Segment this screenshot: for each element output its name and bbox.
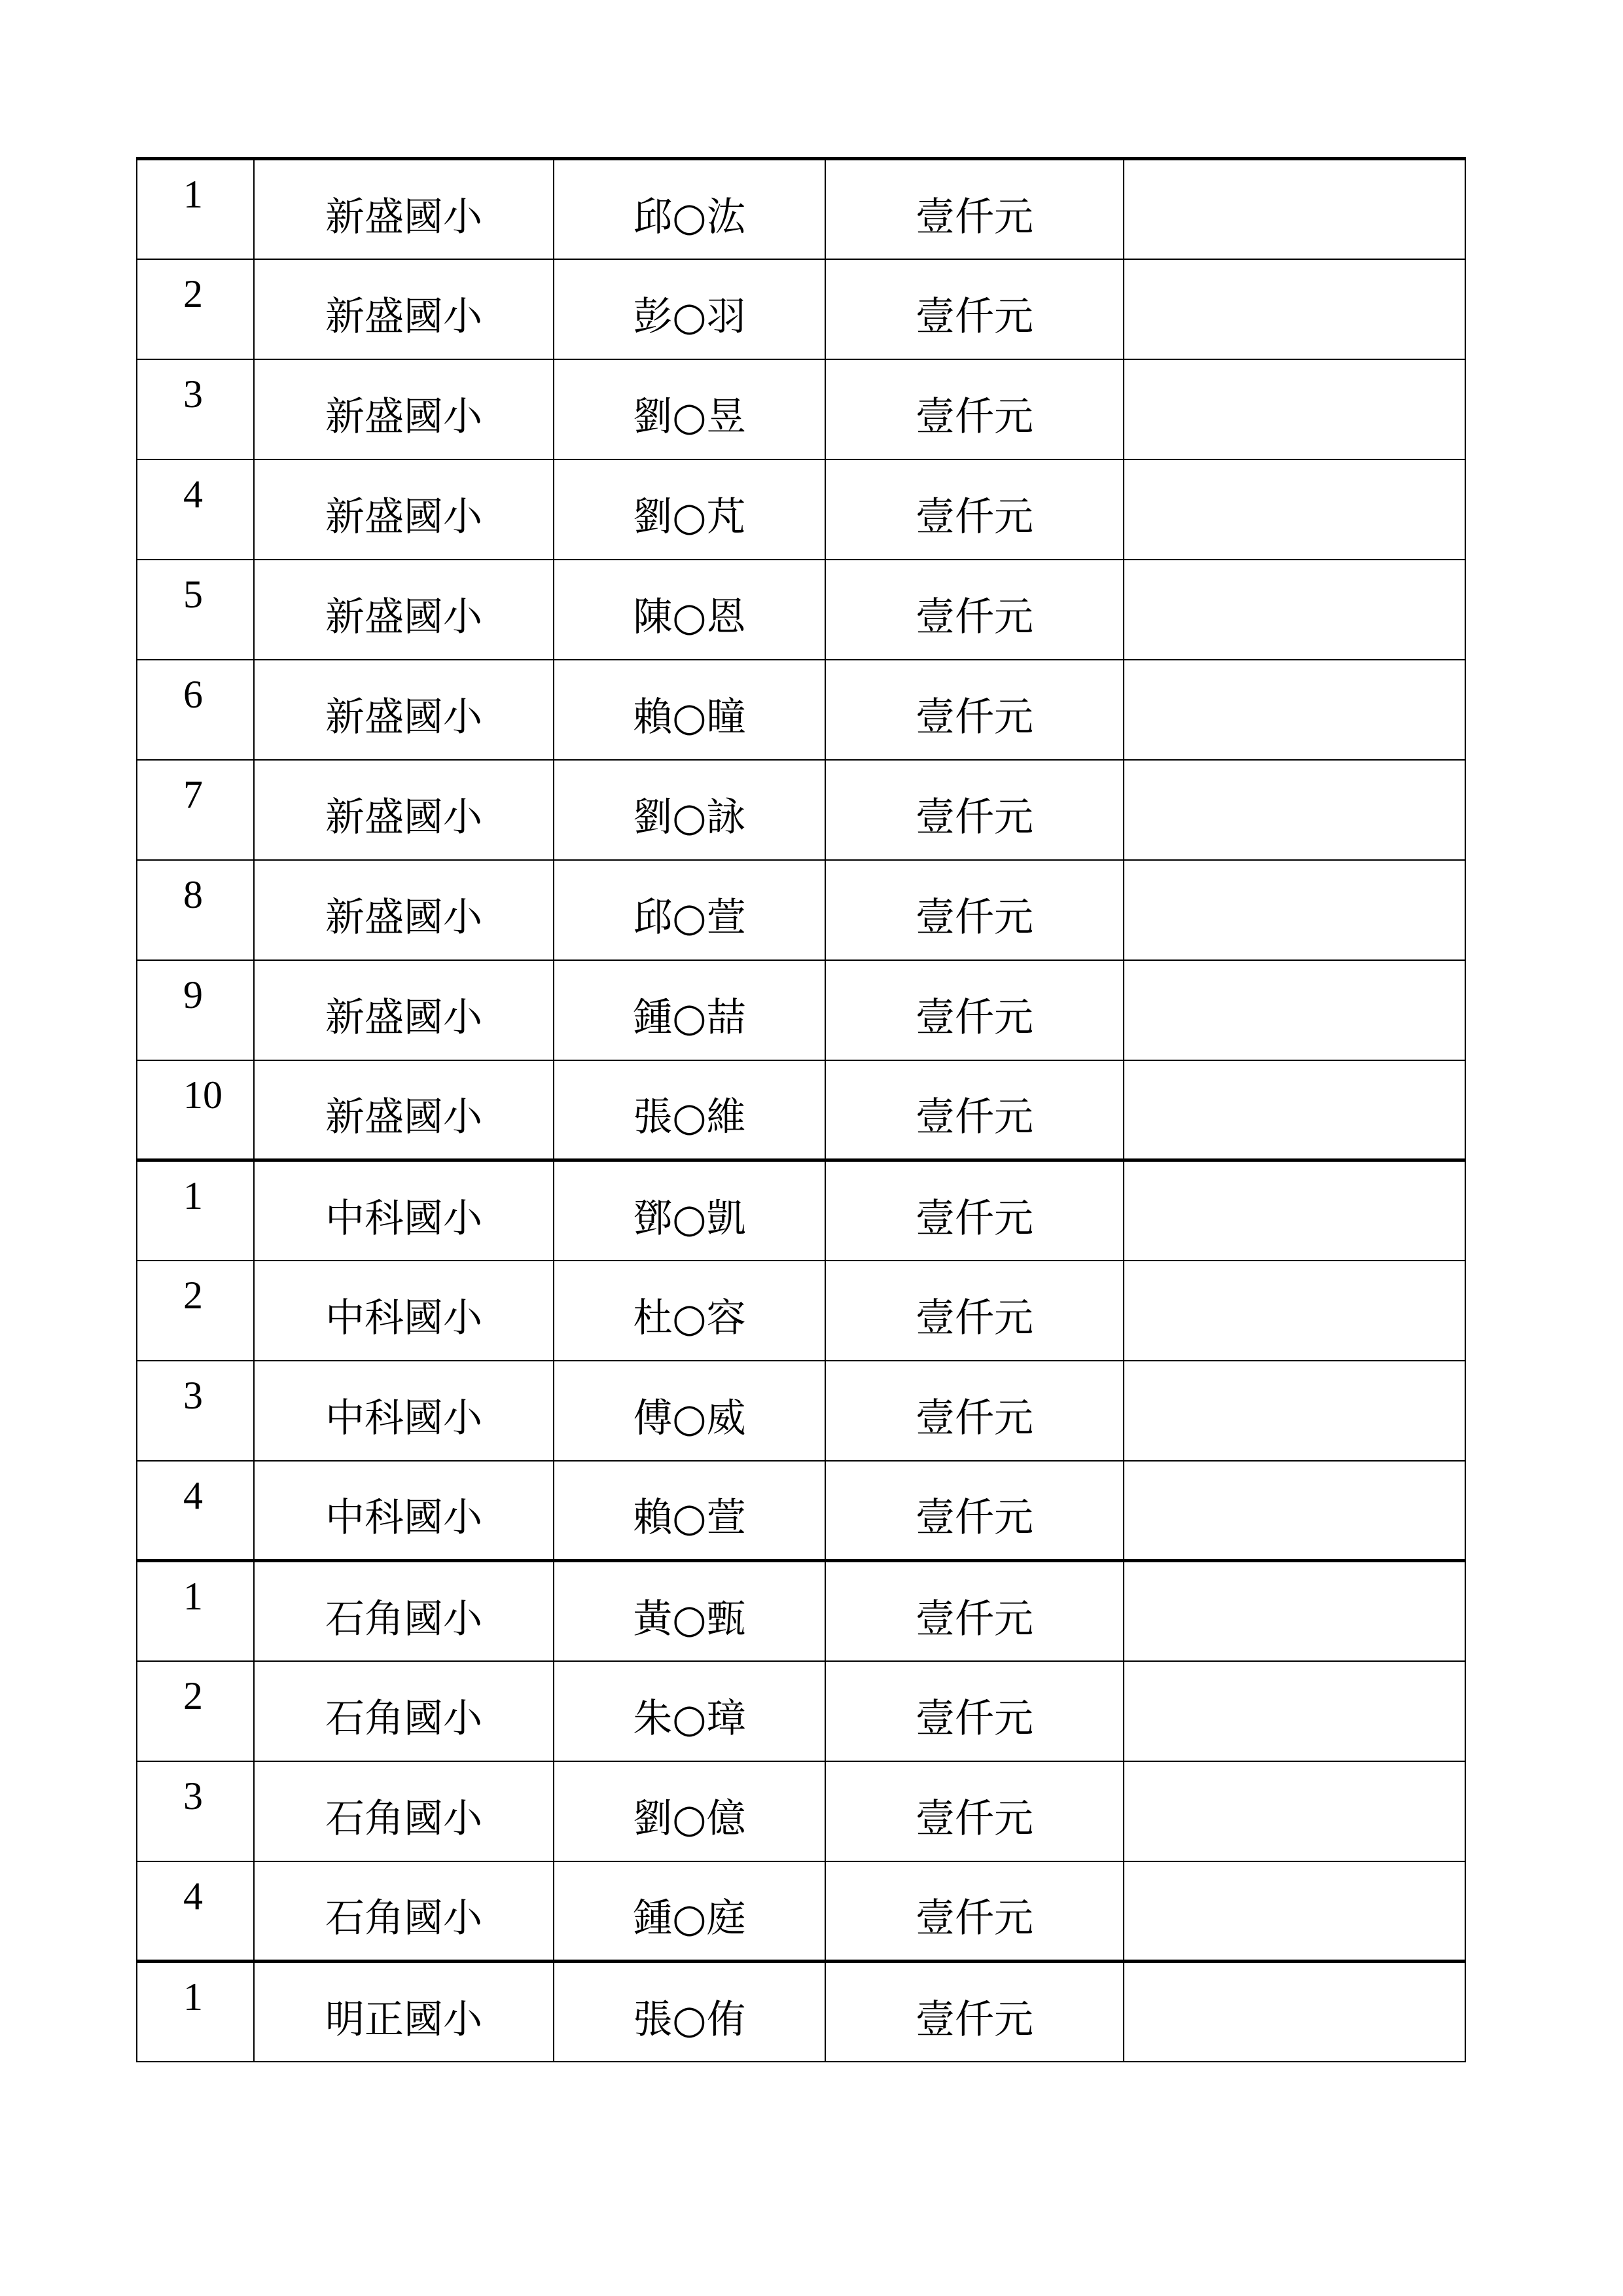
table-row	[137, 359, 1465, 459]
table-row	[137, 960, 1465, 1060]
student-name-cell: 杜○容	[554, 1261, 825, 1361]
award-amount-cell: 壹仟元	[825, 359, 1124, 459]
student-name-cell: 劉○詠	[554, 760, 825, 860]
table-row	[137, 660, 1465, 760]
award-amount-cell: 壹仟元	[825, 259, 1124, 359]
student-name-cell: 陳○恩	[554, 560, 825, 660]
remarks-cell	[1124, 1861, 1465, 1962]
school-cell: 新盛國小	[254, 660, 554, 760]
school-cell: 中科國小	[254, 1160, 554, 1261]
table-row	[137, 1661, 1465, 1761]
remarks-cell	[1124, 1661, 1465, 1761]
award-amount-cell: 壹仟元	[825, 459, 1124, 560]
table-row	[137, 259, 1465, 359]
student-name-cell: 劉○億	[554, 1761, 825, 1861]
award-amount-cell: 壹仟元	[825, 1261, 1124, 1361]
award-amount-cell: 壹仟元	[825, 1962, 1124, 2062]
remarks-cell	[1124, 459, 1465, 560]
student-name-cell: 劉○芃	[554, 459, 825, 560]
table-row	[137, 760, 1465, 860]
award-amount-cell: 壹仟元	[825, 1661, 1124, 1761]
student-name-cell: 鄧○凱	[554, 1160, 825, 1261]
row-number-cell: 7	[137, 760, 254, 860]
table-row	[137, 1861, 1465, 1962]
award-roster-table	[136, 157, 1466, 2062]
table-row	[137, 1361, 1465, 1461]
award-amount-cell: 壹仟元	[825, 1461, 1124, 1561]
table-row	[137, 459, 1465, 560]
remarks-cell	[1124, 960, 1465, 1060]
remarks-cell	[1124, 359, 1465, 459]
award-amount-cell: 壹仟元	[825, 1060, 1124, 1160]
school-cell: 石角國小	[254, 1761, 554, 1861]
remarks-cell	[1124, 1261, 1465, 1361]
award-amount-cell: 壹仟元	[825, 1361, 1124, 1461]
school-cell: 石角國小	[254, 1561, 554, 1661]
remarks-cell	[1124, 1361, 1465, 1461]
remarks-cell	[1124, 1962, 1465, 2062]
row-number-cell: 1	[137, 1561, 254, 1661]
school-cell: 石角國小	[254, 1861, 554, 1962]
row-number-cell: 3	[137, 1361, 254, 1461]
table-row	[137, 1261, 1465, 1361]
award-amount-cell: 壹仟元	[825, 860, 1124, 960]
table-row	[137, 1962, 1465, 2062]
student-name-cell: 賴○瞳	[554, 660, 825, 760]
remarks-cell	[1124, 1561, 1465, 1661]
row-number-cell: 3	[137, 359, 254, 459]
row-number-cell: 6	[137, 660, 254, 760]
table-row	[137, 1561, 1465, 1661]
row-number-cell: 10	[137, 1060, 254, 1160]
award-amount-cell: 壹仟元	[825, 660, 1124, 760]
school-cell: 中科國小	[254, 1261, 554, 1361]
award-amount-cell: 壹仟元	[825, 560, 1124, 660]
table-row	[137, 560, 1465, 660]
school-cell: 新盛國小	[254, 159, 554, 259]
row-number-cell: 3	[137, 1761, 254, 1861]
student-name-cell: 鍾○喆	[554, 960, 825, 1060]
remarks-cell	[1124, 1160, 1465, 1261]
remarks-cell	[1124, 560, 1465, 660]
row-number-cell: 1	[137, 159, 254, 259]
school-cell: 新盛國小	[254, 960, 554, 1060]
school-cell: 明正國小	[254, 1962, 554, 2062]
school-cell: 新盛國小	[254, 359, 554, 459]
row-number-cell: 2	[137, 1661, 254, 1761]
student-name-cell: 鍾○庭	[554, 1861, 825, 1962]
table-row	[137, 1060, 1465, 1160]
student-name-cell: 張○侑	[554, 1962, 825, 2062]
student-name-cell: 劉○昱	[554, 359, 825, 459]
school-cell: 新盛國小	[254, 860, 554, 960]
remarks-cell	[1124, 660, 1465, 760]
table-row	[137, 1160, 1465, 1261]
remarks-cell	[1124, 760, 1465, 860]
row-number-cell: 1	[137, 1160, 254, 1261]
award-amount-cell: 壹仟元	[825, 960, 1124, 1060]
remarks-cell	[1124, 259, 1465, 359]
row-number-cell: 4	[137, 1461, 254, 1561]
student-name-cell: 張○維	[554, 1060, 825, 1160]
student-name-cell: 朱○璋	[554, 1661, 825, 1761]
award-amount-cell: 壹仟元	[825, 1761, 1124, 1861]
row-number-cell: 4	[137, 459, 254, 560]
award-amount-cell: 壹仟元	[825, 1561, 1124, 1661]
table-row	[137, 1761, 1465, 1861]
table-row	[137, 860, 1465, 960]
row-number-cell: 5	[137, 560, 254, 660]
remarks-cell	[1124, 1060, 1465, 1160]
row-number-cell: 2	[137, 259, 254, 359]
table-row	[137, 159, 1465, 259]
award-amount-cell: 壹仟元	[825, 1160, 1124, 1261]
roster-body	[137, 159, 1465, 2062]
school-cell: 新盛國小	[254, 760, 554, 860]
award-amount-cell: 壹仟元	[825, 760, 1124, 860]
award-amount-cell: 壹仟元	[825, 159, 1124, 259]
student-name-cell: 黃○甄	[554, 1561, 825, 1661]
remarks-cell	[1124, 1761, 1465, 1861]
remarks-cell	[1124, 860, 1465, 960]
row-number-cell: 4	[137, 1861, 254, 1962]
row-number-cell: 9	[137, 960, 254, 1060]
remarks-cell	[1124, 1461, 1465, 1561]
school-cell: 新盛國小	[254, 459, 554, 560]
award-amount-cell: 壹仟元	[825, 1861, 1124, 1962]
student-name-cell: 邱○萱	[554, 860, 825, 960]
school-cell: 新盛國小	[254, 1060, 554, 1160]
student-name-cell: 彭○羽	[554, 259, 825, 359]
row-number-cell: 2	[137, 1261, 254, 1361]
student-name-cell: 邱○汯	[554, 159, 825, 259]
remarks-cell	[1124, 159, 1465, 259]
student-name-cell: 傅○威	[554, 1361, 825, 1461]
school-cell: 新盛國小	[254, 560, 554, 660]
student-name-cell: 賴○萱	[554, 1461, 825, 1561]
table-row	[137, 1461, 1465, 1561]
school-cell: 石角國小	[254, 1661, 554, 1761]
row-number-cell: 1	[137, 1962, 254, 2062]
row-number-cell: 8	[137, 860, 254, 960]
school-cell: 中科國小	[254, 1461, 554, 1561]
school-cell: 新盛國小	[254, 259, 554, 359]
school-cell: 中科國小	[254, 1361, 554, 1461]
